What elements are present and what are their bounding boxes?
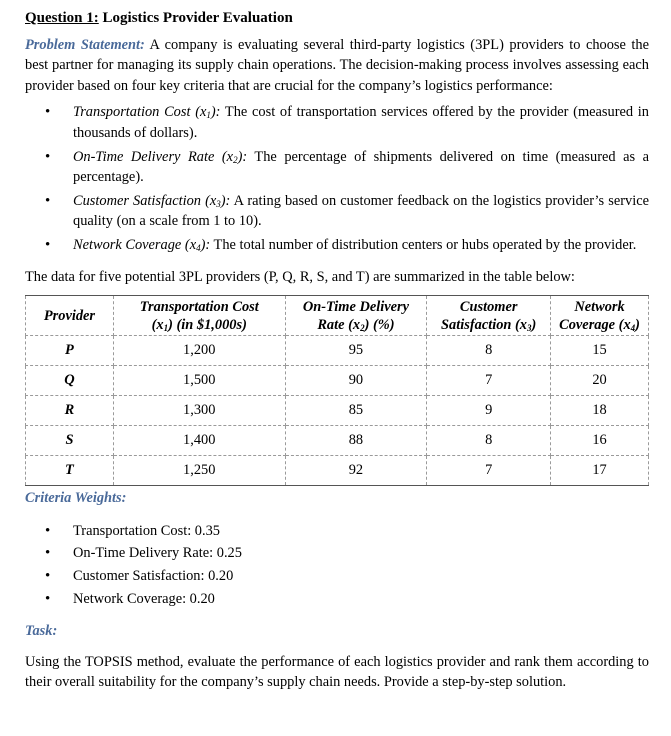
table-row: [26, 426, 649, 456]
question-title: [25, 8, 649, 29]
question-label: Question 1:: [25, 10, 99, 26]
cell-cost: 1,300: [113, 396, 285, 426]
criteria-var: x: [209, 192, 217, 209]
header-line: (x: [151, 316, 164, 333]
cell-satisfaction: 8: [427, 426, 551, 456]
header-line: On-Time Delivery: [302, 298, 410, 315]
cell-satisfaction: 9: [427, 396, 551, 426]
problem-statement: [25, 35, 649, 97]
task-title: Task:: [25, 623, 58, 640]
cell-cost: 1,500: [113, 366, 285, 396]
criteria-item-coverage: • Network Coverage $(x_4)$: The total number of distribution centers or hubs operated by the provider.: [73, 235, 649, 256]
cell-satisfaction: 7: [427, 456, 551, 486]
criteria-sub: 4: [196, 242, 201, 253]
cell-coverage: 15: [551, 336, 649, 366]
cell-satisfaction: 8: [427, 336, 551, 366]
header-line: Transportation Cost: [139, 298, 259, 315]
table-header-row: [26, 296, 649, 336]
cell-ontime: 90: [285, 366, 427, 396]
criteria-name: Network Coverage: [73, 236, 182, 253]
header-transportation-cost: [113, 296, 285, 336]
header-line: Satisfaction (x: [441, 316, 527, 333]
cell-ontime: 95: [285, 336, 427, 366]
cell-coverage: 18: [551, 396, 649, 426]
criteria-var: x: [226, 148, 234, 165]
cell-coverage: 16: [551, 426, 649, 456]
cell-ontime: 92: [285, 456, 427, 486]
weight-item: • Network Coverage: 0.20: [73, 589, 649, 610]
criteria-sub: 3: [216, 198, 221, 209]
cell-cost: 1,400: [113, 426, 285, 456]
criteria-var: x: [189, 236, 197, 253]
weights-list: [25, 521, 649, 609]
criteria-desc: The total number of distribution centers or hubs operated by the provider.: [210, 236, 637, 253]
header-line: ) (%): [364, 316, 395, 333]
task-text: Using the TOPSIS method, evaluate the performance of each logistics provider and rank them according to their overall suitability for the company’s supply chain needs. Provide a step-by-step solution.: [25, 653, 649, 691]
header-line: Network: [574, 298, 625, 315]
criteria-item-satisfaction: • Customer Satisfaction $(x_3)$: A rating based on customer feedback on the logistics provider’s service quality (on a scale from 1 to 10).: [73, 191, 649, 232]
criteria-desc: A rating based on customer feedback on the logistics provider’s service quality (on a scale from 1 to 10).: [73, 192, 649, 230]
header-customer-satisfaction: [427, 296, 551, 336]
provider-table: [25, 295, 649, 486]
header-sub: 4: [630, 322, 636, 333]
header-line: Coverage (x: [559, 316, 631, 333]
header-line: Rate (x: [317, 316, 361, 333]
criteria-item-ontime: • On-Time Delivery Rate $(x_2)$: The percentage of shipments delivered on time (measured as a percentage).: [73, 147, 649, 188]
criteria-desc: The cost of transportation services offered by the provider (measured in thousands of dollars).: [73, 104, 650, 141]
header-sub: 3: [527, 322, 532, 333]
header-network-coverage: [551, 296, 649, 336]
criteria-name: Customer Satisfaction: [73, 192, 201, 209]
criteria-name: Transportation Cost: [73, 104, 191, 121]
table-row: [26, 336, 649, 366]
criteria-sub: 2: [233, 154, 238, 165]
header-on-time-delivery: [285, 296, 427, 336]
criteria-item-cost: • Transportation Cost $(x_1)$: The cost of transportation services offered by the provider (measured in thousands of dollars).: [73, 102, 649, 143]
weights-title: Criteria Weights:: [25, 490, 127, 507]
header-line: ): [635, 316, 640, 333]
table-intro: The data for five potential 3PL providers (P, Q, R, S, and T) are summarized in the table below:: [25, 268, 575, 285]
cell-provider: Q: [26, 366, 114, 396]
table-row: [26, 396, 649, 426]
cell-ontime: 85: [285, 396, 427, 426]
cell-provider: S: [26, 426, 114, 456]
cell-coverage: 20: [551, 366, 649, 396]
weight-item: • On-Time Delivery Rate: 0.25: [73, 543, 649, 564]
header-provider: Provider: [26, 296, 114, 336]
cell-provider: T: [26, 456, 114, 486]
criteria-name: On-Time Delivery Rate: [73, 148, 215, 165]
cell-provider: P: [26, 336, 114, 366]
header-line: Customer: [459, 298, 518, 315]
criteria-var: x: [200, 104, 207, 121]
cell-satisfaction: 7: [427, 366, 551, 396]
cell-coverage: 17: [551, 456, 649, 486]
criteria-desc: The percentage of shipments delivered on time (measured as a percentage).: [73, 148, 650, 186]
problem-statement-text: A company is evaluating several third-party logistics (3PL) providers to choose the best partner for managing its supply chain operations. The decision-making process involves assessing each provider based on four key criteria that are crucial for the company’s logistics performance:: [25, 36, 649, 94]
question-title-text: Logistics Provider Evaluation: [98, 10, 293, 26]
cell-provider: R: [26, 396, 114, 426]
criteria-sub: 1: [206, 110, 211, 121]
weight-item: • Customer Satisfaction: 0.20: [73, 566, 649, 587]
header-sub: 2: [360, 322, 365, 333]
problem-statement-label: Problem Statement:: [25, 36, 145, 53]
criteria-list: [25, 102, 649, 255]
cell-cost: 1,250: [113, 456, 285, 486]
weight-item: • Transportation Cost: 0.35: [73, 521, 649, 542]
cell-cost: 1,200: [113, 336, 285, 366]
header-line: ): [531, 316, 537, 333]
header-sub: 1: [163, 322, 169, 333]
table-row: [26, 456, 649, 486]
header-line: ) (in $1,000s): [168, 316, 247, 333]
table-row: [26, 366, 649, 396]
cell-ontime: 88: [285, 426, 427, 456]
